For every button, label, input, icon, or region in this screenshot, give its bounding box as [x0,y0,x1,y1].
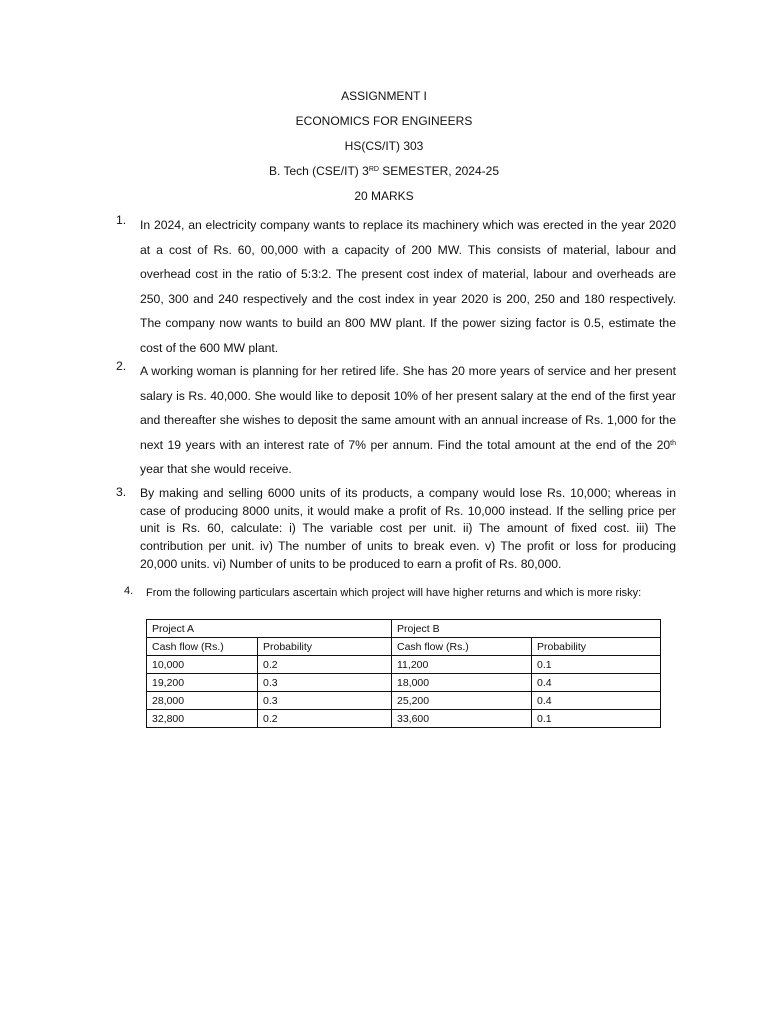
table-cell: 10,000 [147,656,258,674]
column-header: Probability [258,638,392,656]
question-text: By making and selling 6000 units of its products, a company would lose Rs. 10,000; whereas in case of producing 8000 units, it would make a profit of Rs. 10,000 instead. If the selling price per unit is Rs. 60, calculate: i) The variable cost per unit. ii) The amount of fixed cost. iii) The contribution per unit. iv) The number of units to break even. v) The profit or loss for producing 20,000 units. vi) Number of units to be produced to earn a profit of Rs. 80,000. [140,486,676,571]
question-text: In 2024, an electricity company wants to replace its machinery which was erected in the year 2020 at a cost of Rs. 60, 00,000 with a capacity of 200 MW. This consists of material, labour and overhead cost in the ratio of 5:3:2. The present cost index of material, labour and overheads are 250, 300 and 240 respectively and the cost index in year 2020 is 200, 250 and 180 respectively. The company now wants to build an 800 MW plant. If the power sizing factor is 0.5, estimate the cost of the 600 MW plant. [140,218,676,355]
table-cell: 0.4 [532,692,661,710]
question-number: 4. [124,585,134,597]
project-b-heading: Project B [392,620,661,638]
column-header: Probability [532,638,661,656]
column-header: Cash flow (Rs.) [147,638,258,656]
total-marks: 20 MARKS [354,189,414,203]
question-text [140,359,676,482]
column-header: Cash flow (Rs.) [392,638,532,656]
table-cell: 0.2 [258,710,392,728]
table-cell: 0.3 [258,692,392,710]
program-semester-post: SEMESTER, 2024-25 [378,164,499,178]
question-text: From the following particulars ascertain which project will have higher returns and which is more risky: [146,587,642,599]
table-row [147,674,661,692]
question-2 [116,359,676,482]
question-text-pre: A working woman is planning for her retired life. She has 20 more years of service and her present salary is Rs. 40,000. She would like to deposit 10% of her present salary at the end of the first year and thereafter she wishes to deposit the same amount with an annual increase of Rs. 1,000 for the next 19 years with an interest rate of 7% per annum. Find the total amount at the end of the 20 [140,364,676,452]
table-cell: 0.2 [258,656,392,674]
table-project-row [147,620,661,638]
table-cell: 28,000 [147,692,258,710]
table-cell: 19,200 [147,674,258,692]
table-cell: 18,000 [392,674,532,692]
table-cell: 25,200 [392,692,532,710]
table-cell: 33,600 [392,710,532,728]
table-row [147,710,661,728]
program-semester-pre: B. Tech (CSE/IT) 3 [269,164,369,178]
program-semester [0,161,768,186]
table-header-row [147,638,661,656]
question-4 [124,585,664,601]
course-code: HS(CS/IT) 303 [344,139,424,153]
project-a-heading: Project A [147,620,392,638]
assignment-header [0,86,768,211]
table-cell: 0.1 [532,656,661,674]
ordinal-sup: th [670,439,676,447]
table-cell: 11,200 [392,656,532,674]
table-cell: 0.3 [258,674,392,692]
question-number: 3. [116,485,127,499]
table-cell: 0.4 [532,674,661,692]
question-number: 2. [116,359,127,373]
semester-ordinal-sup: RD [368,166,379,173]
table-row [147,692,661,710]
cash-flow-table [146,619,661,728]
question-number: 1. [116,213,127,227]
table-cell: 32,800 [147,710,258,728]
question-3 [116,485,676,574]
table-row [147,656,661,674]
question-text-post: year that she would receive. [140,462,292,477]
table-cell: 0.1 [532,710,661,728]
question-1 [116,213,676,361]
course-name: ECONOMICS FOR ENGINEERS [295,114,473,128]
assignment-title: ASSIGNMENT I [341,89,427,103]
